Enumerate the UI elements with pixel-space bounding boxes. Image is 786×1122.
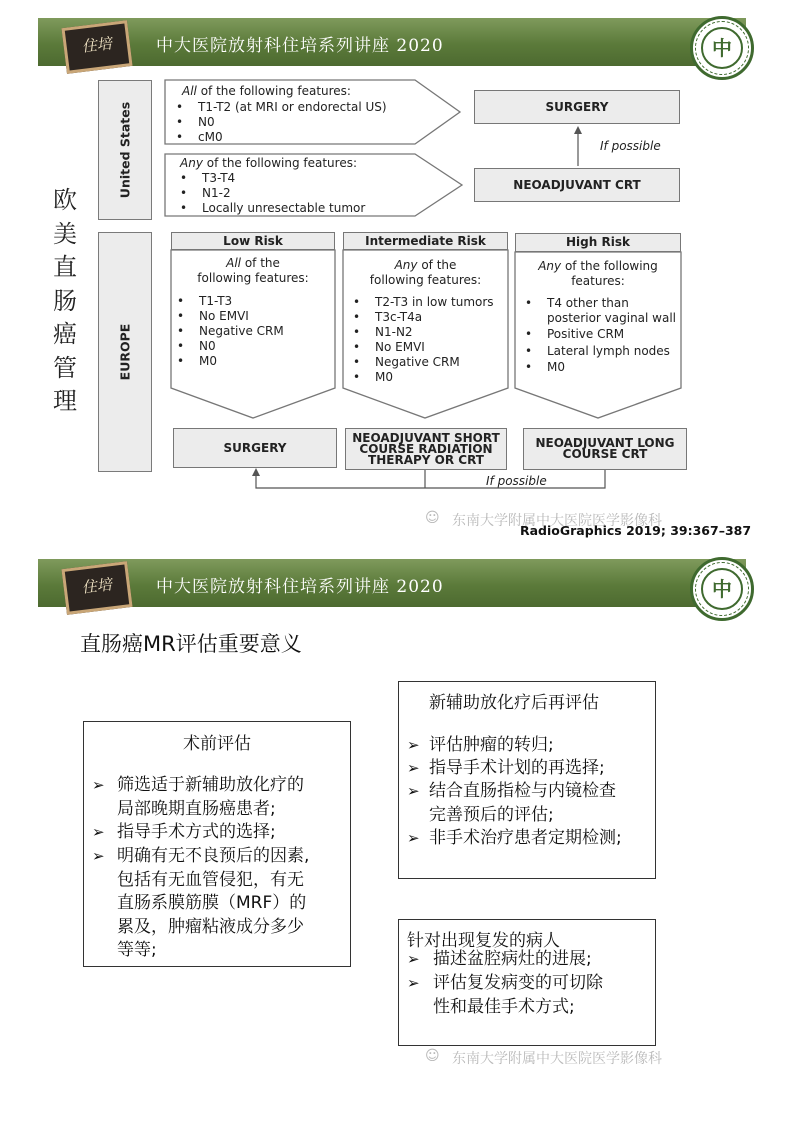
us-block1-item: • N0	[176, 115, 215, 129]
banner-title: 中大医院放射科住培系列讲座 2020	[156, 577, 444, 597]
intermediate-risk-intro: Any of the	[394, 258, 457, 272]
us-block1-item: • T1-T2 (at MRI or endorectal US)	[176, 100, 387, 114]
high-risk-item-continued: posterior vaginal wall	[547, 311, 677, 325]
intermediate-risk-item: • Negative CRM	[353, 355, 460, 369]
logo-glyph: 中	[701, 568, 743, 610]
intermediate-risk-item: • T3c-T4a	[353, 310, 423, 324]
post-treatment-item: ➢ 评估肿瘤的转归;	[407, 734, 655, 758]
bullet-arrow-icon: ➢	[407, 736, 420, 754]
post-treatment-title: 新辅助放化疗后再评估	[429, 693, 599, 713]
bullet-arrow-icon: ➢	[407, 782, 420, 800]
low-risk-item: • T1-T3	[177, 294, 233, 308]
us-up-arrowhead	[574, 126, 582, 134]
watermark-wechat-icon: ☺	[425, 1048, 440, 1064]
logo-glyph: 中	[701, 27, 743, 69]
high-risk-head: High Risk	[515, 233, 681, 252]
high-risk-item: • Lateral lymph nodes	[525, 344, 670, 358]
high-risk-item: • Positive CRM	[525, 327, 625, 341]
bullet-arrow-icon: ➢	[92, 776, 105, 794]
recurrence-item: ➢ 描述盆腔病灶的进展;	[407, 948, 655, 972]
preop-item: ➢ 明确有无不良预后的因素, 包括有无血管侵犯，有无 直肠系膜筋膜（MRF）的 累及，肿瘤粘液成分多少 等等;	[92, 846, 310, 960]
us-surgery-box: SURGERY	[474, 90, 680, 124]
intermediate-risk-item: • No EMVI	[353, 340, 425, 354]
banner-title: 中大医院放射科住培系列讲座 2020	[156, 36, 444, 56]
post-treatment-item: ➢ 非手术治疗患者定期检测;	[407, 827, 655, 851]
us-block2-item: • Locally unresectable tumor	[180, 201, 366, 215]
us-block2-item: • T3-T4	[180, 171, 236, 185]
bullet-arrow-icon: ➢	[407, 950, 420, 968]
recurrence-title: 针对出现复发的病人	[407, 931, 560, 951]
eu-long-course-box: NEOADJUVANT LONG COURSE CRT	[523, 428, 687, 470]
bullet-arrow-icon: ➢	[407, 974, 420, 992]
post-treatment-panel	[398, 681, 656, 879]
recurrence-item: ➢ 评估复发病变的可切除 性和最佳手术方式;	[407, 973, 603, 1017]
hospital-logo-icon	[690, 557, 754, 621]
high-risk-intro: Any of the following	[538, 259, 658, 273]
low-risk-item: • No EMVI	[177, 309, 249, 323]
low-risk-head: Low Risk	[171, 232, 335, 250]
slide2-heading: 直肠癌MR评估重要意义	[80, 632, 302, 656]
high-risk-intro-line2: features:	[571, 274, 625, 288]
preop-item: ➢ 筛选适于新辅助放化疗的 局部晚期直肠癌患者;	[92, 775, 304, 819]
low-risk-item: • M0	[177, 354, 217, 368]
high-risk-item: • M0	[525, 360, 565, 374]
eu-surgery-box: SURGERY	[173, 428, 337, 468]
eu-ifpossible-connector	[256, 470, 605, 488]
eu-short-course-box: NEOADJUVANT SHORT COURSE RADIATION THERAPY OR CRT	[345, 428, 507, 470]
slide1-watermark: 东南大学附属中大医院医学影像科	[452, 513, 662, 529]
preop-panel	[83, 721, 351, 967]
vertical-title: 欧 美 直 肠 癌 管 理	[53, 186, 77, 415]
bullet-arrow-icon: ➢	[407, 759, 420, 777]
bullet-arrow-icon: ➢	[407, 829, 420, 847]
low-risk-item: • Negative CRM	[177, 324, 284, 338]
preop-title: 术前评估	[183, 734, 251, 754]
high-risk-item: • T4 other than	[525, 296, 629, 310]
us-block2-intro: Any of the following features:	[180, 156, 358, 170]
us-label: United States	[117, 101, 133, 199]
us-block1-item: • cM0	[176, 130, 223, 144]
intermediate-risk-head: Intermediate Risk	[343, 232, 508, 250]
watermark-wechat-icon: ☺	[425, 510, 440, 526]
preop-item: ➢ 指导手术方式的选择;	[92, 821, 347, 845]
us-block2-item: • N1-2	[180, 186, 231, 200]
us-block1-intro: All of the following features:	[182, 84, 351, 98]
europe-label: EUROPE	[117, 323, 133, 381]
intermediate-risk-item: • N1-N2	[353, 325, 413, 339]
bullet-arrow-icon: ➢	[92, 847, 105, 865]
low-risk-item: • N0	[177, 339, 216, 353]
us-neoadjuvant-box: NEOADJUVANT CRT	[474, 168, 680, 202]
slide2-watermark: 东南大学附属中大医院医学影像科	[452, 1051, 662, 1067]
low-risk-intro-line2: following features:	[197, 271, 309, 285]
training-badge: 住培	[61, 20, 132, 74]
eu-ifpossible-arrowhead	[252, 468, 260, 476]
intermediate-risk-item: • M0	[353, 370, 393, 384]
intermediate-risk-item: • T2-T3 in low tumors	[353, 295, 494, 309]
intermediate-risk-intro-line2: following features:	[369, 273, 482, 287]
recurrence-panel	[398, 919, 656, 1046]
eu-if-possible: If possible	[486, 474, 547, 488]
bullet-arrow-icon: ➢	[92, 823, 105, 841]
post-treatment-item: ➢ 指导手术计划的再选择;	[407, 757, 655, 781]
low-risk-intro: All of the	[226, 256, 280, 270]
training-badge: 住培	[61, 561, 132, 615]
post-treatment-item: ➢ 结合直肠指检与内镜检查 完善预后的评估;	[407, 781, 616, 825]
slide2-banner	[38, 559, 746, 607]
us-if-possible: If possible	[600, 139, 661, 153]
source-citation: RadioGraphics 2019; 39:367–387	[520, 523, 752, 538]
